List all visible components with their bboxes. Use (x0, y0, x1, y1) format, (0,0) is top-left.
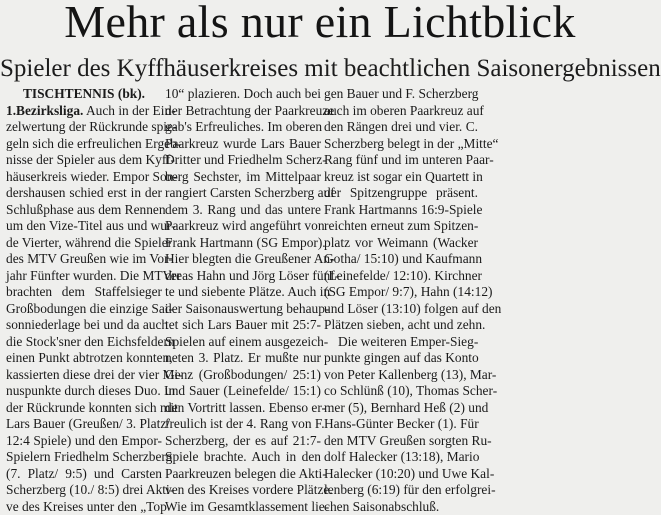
text-line: brachten dem Staffelsieger (6, 284, 162, 301)
text-line: platz vor Weimann (Wacker (324, 235, 478, 252)
text-line: Spielen auf einem ausgezeich- (165, 334, 321, 351)
text-line: um den Vize-Titel aus und wur- (6, 218, 162, 235)
text-line: zelwertung der Rückrunde spie- (6, 119, 162, 136)
text-line: (7. Platz/ 9:5) und Carsten (6, 466, 162, 483)
text-line: Dritter und Friedhelm Scherz- (165, 152, 321, 169)
text-line: Scherzberg (10./ 8:5) drei Akti- (6, 482, 162, 499)
text-line: tet sich Lars Bauer mit 25:7- (165, 317, 321, 334)
text-line: co Schlünß (10), Thomas Scher- (324, 383, 478, 400)
text-line: der Spitzengruppe präsent. (324, 185, 478, 202)
text-line (6, 103, 162, 120)
text-line: gab's Erfreuliches. Im oberen (165, 119, 321, 136)
league-label: 1.Bezirksliga. (6, 103, 83, 118)
text-line: berg Sechster, im Mittelpaar (165, 169, 321, 186)
text-line: Scherzberg, der es auf 21:7- (165, 433, 321, 450)
text-line: Spiele brachte. Auch in den (165, 449, 321, 466)
text-line: sonniederlage bei und da auch (6, 317, 162, 334)
text-line: 12:4 Spiele) und den Empor- (6, 433, 162, 450)
text-line: von Peter Kallenberg (13), Mar- (324, 367, 478, 384)
text-line: ven des Kreises vordere Plätze. (165, 482, 321, 499)
text-line: chen Saisonabschluß. (324, 499, 478, 515)
article-column-1 (6, 86, 162, 515)
text-line: die Stock'sner den Eichsfeldern (6, 334, 162, 351)
text-line: reichten erneut zum Spitzen- (324, 218, 478, 235)
text-line: der Saisonauswertung behaup- (165, 301, 321, 318)
text-line: Großbodungen die einzige Sai- (6, 301, 162, 318)
text-line: Spielern Friedhelm Scherzberg (6, 449, 162, 466)
text-line: Hier blegten die Greußener An- (165, 251, 321, 268)
text-line: der Rückrunde konnten sich mit (6, 400, 162, 417)
text-line: Gotha/ 15:10) und Kaufmann (324, 251, 478, 268)
text-line: lenberg (6:19) für den erfolgrei- (324, 482, 478, 499)
text-line-content: Auch in der Ein- (83, 103, 175, 118)
article-body (6, 86, 636, 490)
text-line: de Vierter, während die Spieler (6, 235, 162, 252)
article-column-3 (324, 86, 478, 515)
text-line: rangiert Carsten Scherzberg auf (165, 185, 321, 202)
text-line: Frank Hartmann (SG Empor). (165, 235, 321, 252)
text-line: mer (5), Bernhard Heß (2) und (324, 400, 478, 417)
text-line: und Löser (13:10) folgen auf den (324, 301, 478, 318)
text-line: Halecker (10:20) und Uwe Kal- (324, 466, 478, 483)
text-line: Hans-Günter Becker (1). Für (324, 416, 478, 433)
text-line: dem 3. Rang und das untere (165, 202, 321, 219)
text-line: (SG Empor/ 9:7), Hahn (14:12) (324, 284, 478, 301)
text-line: kassierten diese drei der vier Mi- (6, 367, 162, 384)
text-line: Frank Hartmanns 16:9-Spiele (324, 202, 478, 219)
text-line: der Betrachtung der Paarkreuze (165, 103, 321, 120)
text-line: nisse der Spieler aus dem Kyff- (6, 152, 162, 169)
text-line: Scherzberg belegt in der „Mitte“ (324, 136, 478, 153)
text-line: 10“ plazieren. Doch auch bei (165, 86, 321, 103)
text-line: dolf Halecker (13:18), Mario (324, 449, 478, 466)
text-line: Rang fünf und im unteren Paar- (324, 152, 478, 169)
text-line: kreuz ist sogar ein Quartett in (324, 169, 478, 186)
text-line: einen Punkt abtrotzen konnten, (6, 350, 162, 367)
text-line: jahr Fünfter wurden. Die MTVer (6, 268, 162, 285)
text-line: (Leinefelde/ 12:10). Kirchner (324, 268, 478, 285)
text-line: Plätzen sieben, acht und zehn. (324, 317, 478, 334)
text-line: Genz (Großbodungen/ 25:1) (165, 367, 321, 384)
text-line: Lars Bauer (Greußen/ 3. Platz/ (6, 416, 162, 433)
text-line: und Sauer (Leinefelde/ 15:1) (165, 383, 321, 400)
text-line: Die weiteren Emper-Sieg- (324, 334, 478, 351)
text-line: geln sich die erfreulichen Ergeb- (6, 136, 162, 153)
text-line: nuspunkte durch dieses Duo. In (6, 383, 162, 400)
text-line: häuserkreis wieder. Empor Son- (6, 169, 162, 186)
text-line: neten 3. Platz. Er mußte nur (165, 350, 321, 367)
text-line: Paarkreuz wird angeführt von (165, 218, 321, 235)
text-line: te und siebente Plätze. Auch in (165, 284, 321, 301)
text-line: auch im oberen Paarkreuz auf (324, 103, 478, 120)
text-line: Paarkreuz wurde Lars Bauer (165, 136, 321, 153)
text-line: dershausen schied erst in der (6, 185, 162, 202)
text-line: Paarkreuzen belegen die Akti- (165, 466, 321, 483)
text-line: dreas Hahn und Jörg Löser fünf- (165, 268, 321, 285)
text-line: den Vortritt lassen. Ebenso er- (165, 400, 321, 417)
text-line: den Rängen drei und vier. C. (324, 119, 478, 136)
dateline: TISCHTENNIS (bk). (6, 86, 162, 103)
text-line: Schlußphase aus dem Rennen (6, 202, 162, 219)
text-line: Wie im Gesamtklassement lie- (165, 499, 321, 515)
text-line: den MTV Greußen sorgten Ru- (324, 433, 478, 450)
text-line: ve des Kreises unter den „Top (6, 499, 162, 515)
text-line: des MTV Greußen wie im Vor- (6, 251, 162, 268)
text-line: punkte gingen auf das Konto (324, 350, 478, 367)
article-column-2 (165, 86, 321, 515)
text-line: gen Bauer und F. Scherzberg (324, 86, 478, 103)
headline: Mehr als nur ein Lichtblick (0, 0, 640, 48)
text-line: freulich ist der 4. Rang von F. (165, 416, 321, 433)
subheadline: Spieler des Kyffhäuserkreises mit beachtlichen Saisonergebnissen (0, 54, 640, 84)
